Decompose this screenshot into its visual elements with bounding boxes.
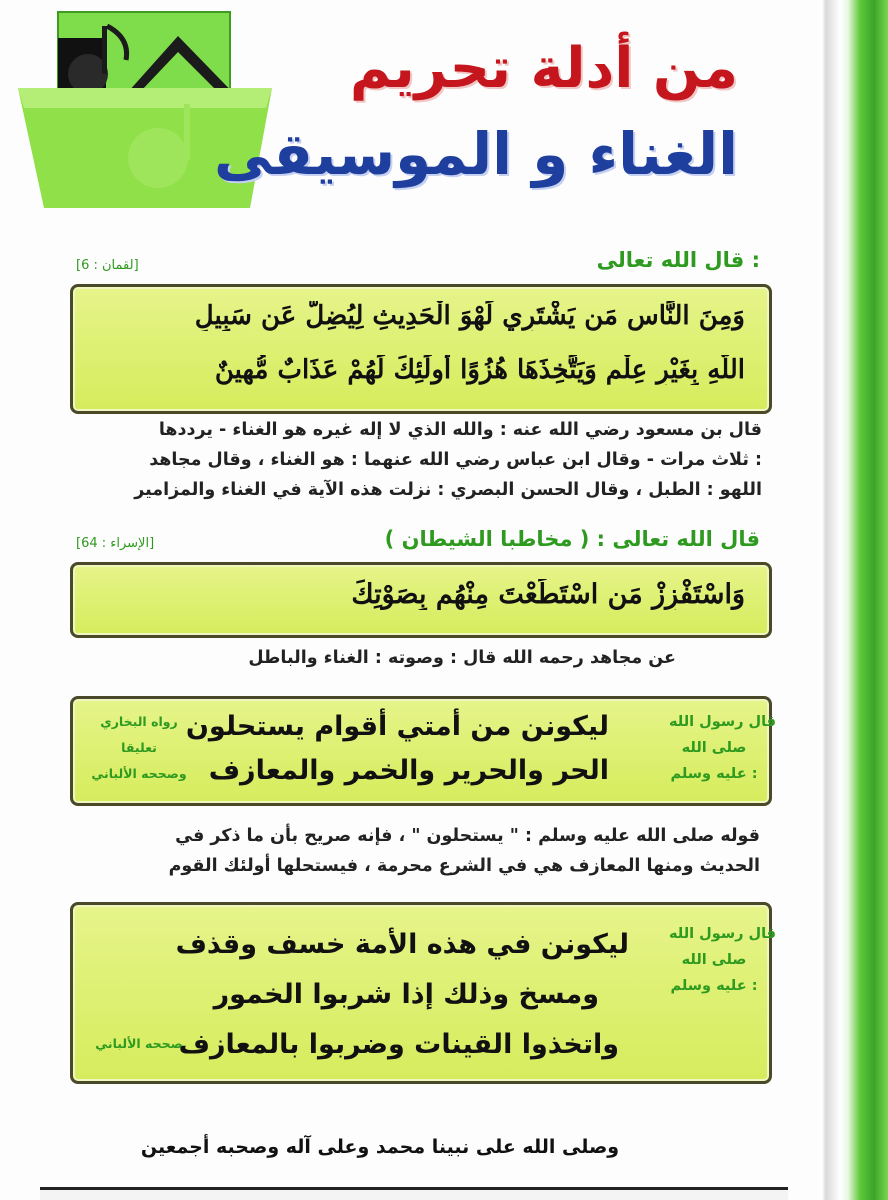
closing-prayer: وصلى الله على نبينا محمد وعلى آله وصحبه أجمعين <box>140 1136 620 1158</box>
section4-speaker-line-3: عليه وسلم : <box>670 978 758 994</box>
section4-hadith-line-3: واتخذوا القينات وضربوا بالمعازف <box>178 1029 619 1060</box>
section1-ayah-line-2: اللَّهِ بِغَيْرِ عِلْمٍ وَيَتَّخِذَهَا هُزُوًا أُولَٰئِكَ لَهُمْ عَذَابٌ مُّهِينٌ <box>214 355 745 385</box>
section4-speaker-line-2: صلى الله <box>681 952 747 968</box>
section3-hadith-line-1: ليكونن من أمتي أقوام يستحلون <box>185 711 609 742</box>
section4-hadith-line-2: ومسخ وذلك إذا شربوا الخمور <box>213 979 599 1010</box>
section3-grade-line-2: تعليقا <box>121 740 157 755</box>
section4-grade: صححه الألباني <box>95 1036 183 1051</box>
right-green-rail <box>826 0 888 1200</box>
section1-note-line-2: ثلاث مرات - وقال ابن عباس رضي الله عنهما : هو الغناء ، وقال مجاهد : <box>149 450 762 470</box>
section1-ayah-box <box>70 284 772 414</box>
section3-speaker-line-2: صلى الله <box>681 740 747 756</box>
section3-speaker-line-1: قال رسول الله <box>669 714 777 730</box>
section3-grade <box>79 709 199 787</box>
bottom-strip <box>40 1187 788 1200</box>
section2-reference: [الإسراء : 64] <box>76 536 155 551</box>
section3-note-line-1: قوله صلى الله عليه وسلم : " يستحلون " ، فإنه صريح بأن ما ذكر في <box>175 826 760 846</box>
section3-speaker <box>669 709 777 787</box>
page-title-line-2: الغناء و الموسيقى <box>214 120 738 188</box>
section3-note-line-2: الحديث ومنها المعازف هي في الشرع محرمة ، فيستحلها أولئك القوم <box>168 856 760 876</box>
section2-ayah: وَاسْتَفْزِزْ مَنِ اسْتَطَعْتَ مِنْهُم بِصَوْتِكَ <box>351 579 745 610</box>
section3-grade-line-1: رواه البخاري <box>100 714 178 729</box>
section2-note: عن مجاهد رحمه الله قال : وصوته : الغناء والباطل <box>248 648 676 668</box>
section3-hadith-line-2: الحر والحرير والخمر والمعازف <box>208 755 609 786</box>
page-title-line-1: من أدلة تحريم <box>349 36 738 101</box>
section2-intro: قال الله تعالى : ( مخاطبا الشيطان ) <box>384 527 760 551</box>
section3-speaker-line-3: عليه وسلم : <box>670 766 758 782</box>
section3-grade-line-3: وصححه الألباني <box>91 766 187 781</box>
section4-hadith-box <box>70 902 777 1084</box>
section4-hadith-line-1: ليكونن في هذه الأمة خسف وقذف <box>175 929 629 960</box>
section3-hadith-box <box>70 696 777 806</box>
section4-speaker <box>669 921 777 999</box>
section1-ayah-line-1: وَمِنَ النَّاسِ مَن يَشْتَرِي لَهْوَ الْحَدِيثِ لِيُضِلَّ عَن سَبِيلِ <box>194 301 745 331</box>
section1-note-line-1: قال بن مسعود رضي الله عنه : والله الذي لا إله غيره هو الغناء - يرددها <box>158 420 762 440</box>
section1-intro: قال الله تعالى : <box>596 248 760 272</box>
section2-ayah-box <box>70 562 772 638</box>
section1-reference: [لقمان : 6] <box>76 258 139 273</box>
section1-note-line-3: اللهو : الطبل ، وقال الحسن البصري : نزلت هذه الآية في الغناء والمزامير <box>134 480 762 500</box>
section4-speaker-line-1: قال رسول الله <box>669 926 777 942</box>
